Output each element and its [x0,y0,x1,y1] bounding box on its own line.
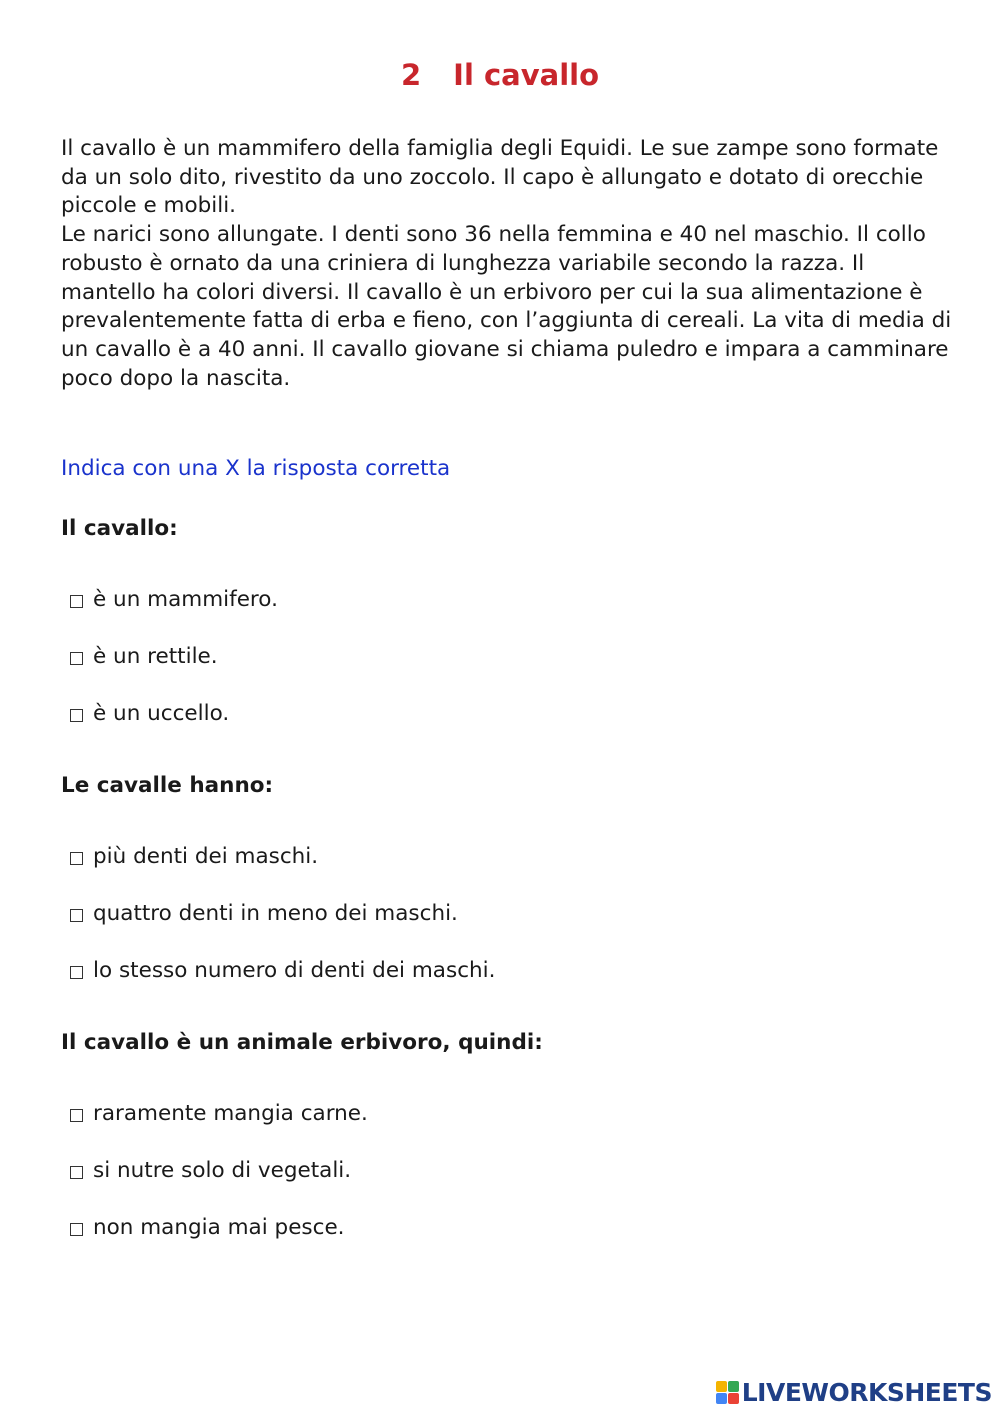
answer-option[interactable] [61,1085,961,1142]
checkbox-icon[interactable] [70,709,83,722]
answer-option-label: raramente mangia carne. [93,1100,368,1126]
answer-option[interactable] [61,943,961,1000]
answer-option-label: è un mammifero. [93,586,278,612]
question-title: Il cavallo: [61,516,178,541]
question-title: Il cavallo è un animale erbivoro, quindi: [61,1030,543,1055]
checkbox-icon[interactable] [70,595,83,608]
checkbox-icon[interactable] [70,652,83,665]
checkbox-icon[interactable] [70,1166,83,1179]
checkbox-icon[interactable] [70,966,83,979]
section-number: 2 [400,58,422,92]
checkbox-icon[interactable] [70,852,83,865]
answer-option-label: più denti dei maschi. [93,843,319,869]
passage-paragraph-1: Il cavallo è un mammifero della famiglia degli Equidi. Le sue zampe sono formate da un solo dito, rivestito da uno zoccolo. Il capo è allungato e dotato di orecchie piccole e mobili. [61,136,939,219]
instruction-text: Indica con una X la risposta corretta [61,456,451,481]
liveworksheets-mark-icon [716,1381,739,1404]
page-title [0,58,1000,92]
answer-option[interactable] [61,828,961,885]
question-title: Le cavalle hanno: [61,773,274,798]
answer-option-label: si nutre solo di vegetali. [93,1157,352,1183]
answer-option[interactable] [61,1200,961,1257]
checkbox-icon[interactable] [70,909,83,922]
brand-name: LIVEWORKSHEETS [741,1378,992,1407]
passage-paragraph-2: Le narici sono allungate. I denti sono 36 nella femmina e 40 nel maschio. Il collo robusto è ornato da una criniera di lunghezza variabile secondo la razza. Il mantello ha colori diversi. Il cavallo è un erbivoro per cui la sua alimentazione è prevalentemente fatta di erba e fieno, con l’aggiunta di cereali. La vita di media di un cavallo è a 40 anni. Il cavallo giovane si chiama puledro e impara a camminare poco dopo la nascita. [61,222,952,391]
answer-option-label: è un uccello. [93,701,230,727]
answer-option[interactable] [61,686,961,743]
checkbox-icon[interactable] [70,1109,83,1122]
answer-option[interactable] [61,571,961,628]
liveworksheets-logo [716,1378,992,1407]
answer-option-label: non mangia mai pesce. [93,1215,345,1241]
answer-option-label: lo stesso numero di denti dei maschi. [93,958,496,984]
question-3 [61,1028,961,1257]
answer-option[interactable] [61,885,961,942]
answer-option-label: è un rettile. [93,643,218,669]
question-2 [61,771,961,1000]
checkbox-icon[interactable] [70,1223,83,1236]
title-text: Il cavallo [453,58,600,92]
answer-option[interactable] [61,1142,961,1199]
answer-option-label: quattro denti in meno dei maschi. [93,900,458,926]
question-1 [61,514,961,743]
reading-passage [61,135,961,393]
answer-option[interactable] [61,628,961,685]
